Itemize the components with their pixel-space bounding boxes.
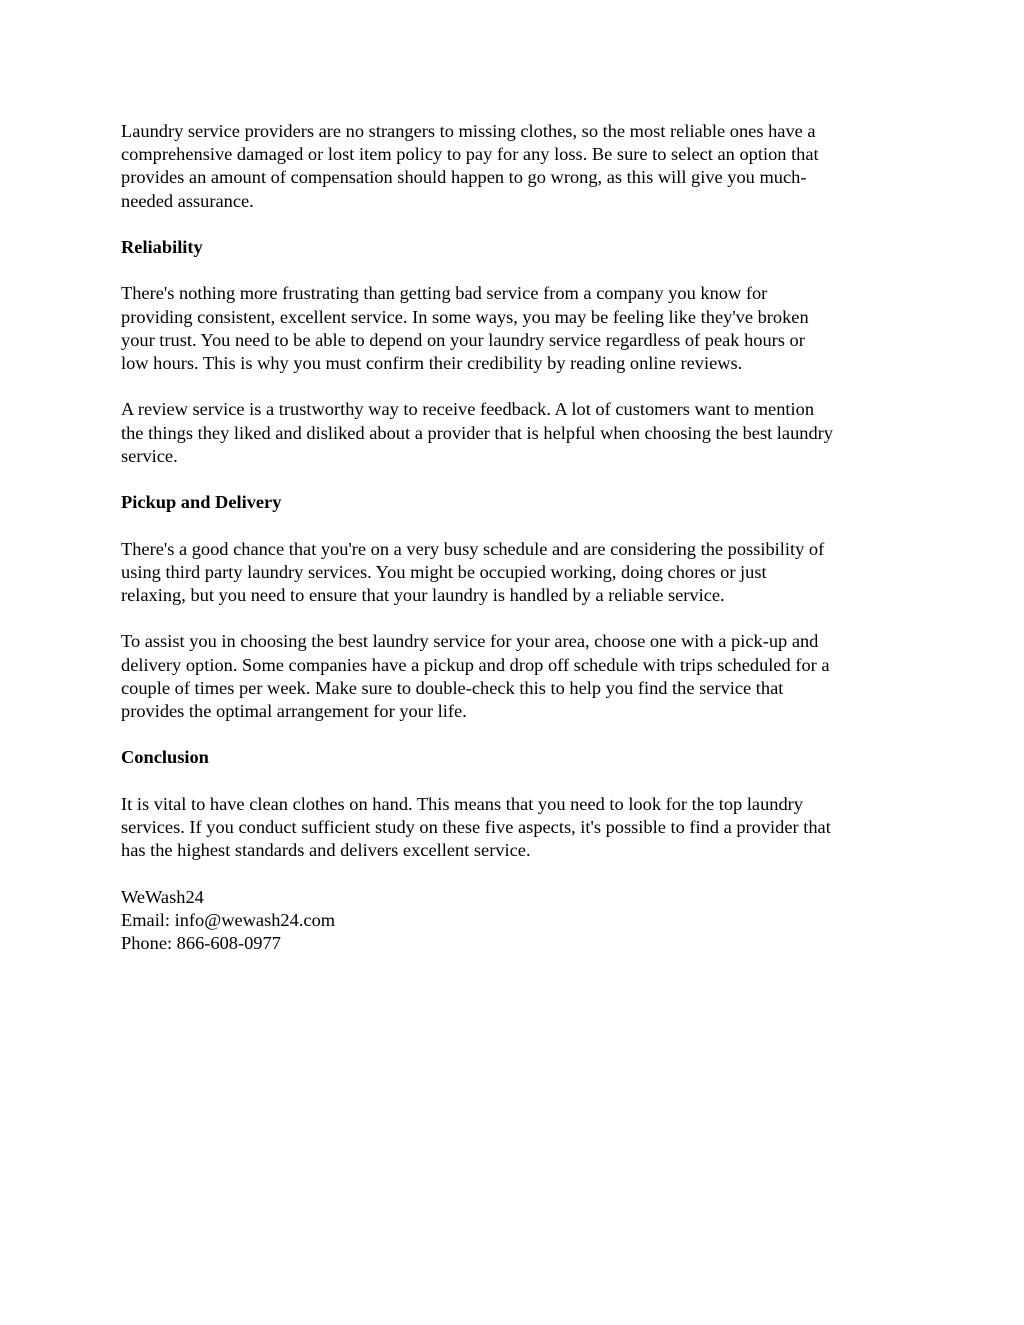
section-paragraph: A review service is a trustworthy way to receive feedback. A lot of customers want to mention the things they liked and disliked about a provider that is helpful when choosing the best laundry service. [121, 399, 833, 466]
contact-block [121, 886, 911, 956]
section-reliability [121, 236, 911, 468]
section-pickup-delivery [121, 491, 911, 723]
section-paragraph: To assist you in choosing the best laundry service for your area, choose one with a pick-up and delivery option. Some companies have a pickup and drop off schedule with trips scheduled for a couple of times per week. Make sure to double-check this to help you find the service that provides the optimal arrangement for your life. [121, 631, 830, 721]
section-conclusion [121, 746, 911, 862]
section-paragraph: There's nothing more frustrating than getting bad service from a company you know for providing consistent, excellent service. In some ways, you may be feeling like they've broken your trust. You need to be able to depend on your laundry service regardless of peak hours or low hours. This is why you must confirm their credibility by reading online reviews. [121, 283, 809, 373]
contact-phone: Phone: 866-608-0977 [121, 932, 281, 953]
section-paragraph: There's a good chance that you're on a very busy schedule and are considering the possibility of using third party laundry services. You might be occupied working, doing chores or just relaxing, but you need to ensure that your laundry is handled by a reliable service. [121, 538, 825, 605]
section-heading: Reliability [121, 237, 203, 257]
contact-email: Email: info@wewash24.com [121, 909, 336, 930]
section-paragraph: It is vital to have clean clothes on hand. This means that you need to look for the top laundry services. If you conduct sufficient study on these five aspects, it's possible to find a provider that has the highest standards and delivers excellent service. [121, 793, 831, 861]
section-heading: Pickup and Delivery [121, 492, 282, 513]
section-heading: Conclusion [121, 747, 209, 768]
company-name: WeWash24 [121, 886, 204, 907]
intro-paragraph: Laundry service providers are no strangers to missing clothes, so the most reliable ones have a comprehensive damaged or lost item policy to pay for any loss. Be sure to select an option that provides an amount of compensation should happen to go wrong, as this will give you much- needed assurance. [121, 121, 819, 211]
document-page [121, 120, 911, 955]
